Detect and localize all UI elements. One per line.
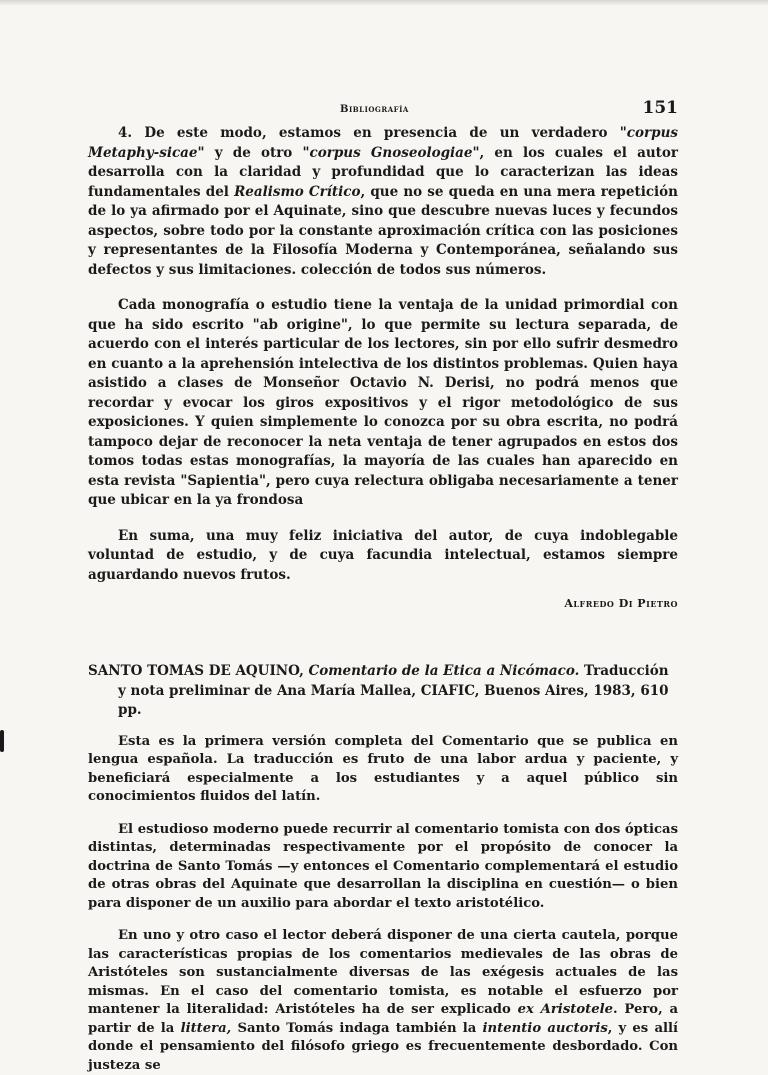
book-author: SANTO TOMAS DE AQUINO, xyxy=(88,663,304,679)
text-run: Santo Tomás indaga también la xyxy=(231,1020,483,1036)
text-run: , en los cuales el autor desarrolla con la claridad y profundidad que lo caracterizan las ideas fundamentales del xyxy=(88,144,679,200)
review2-paragraph-3 xyxy=(88,927,678,1075)
review-signature: Alfredo Di Pietro xyxy=(564,597,678,610)
page-lower xyxy=(88,662,678,1075)
page-number: 151 xyxy=(642,98,678,118)
review1-paragraph-2: Cada monografía o estudio tiene la ventaja de la unidad primordial con que ha sido escrito "ab origine", lo que permite su lectura separada, de acuerdo con el interés particular de los lectores, sin por ello sufrir desmedro en cuanto a la aprehensión intelectiva de los distintos problemas. Quien haya asistido a clases de Monseñor Octavio N. Derisi, no podrá menos que recordar y evocar los giros expositivos y el rigor metodológico de sus exposiciones. Y quien simplemente lo conozca por su obra escrita, no podrá tampoco dejar de reconocer la neta ventaja de tener agrupados en estos dos tomos todas estas monografías, la mayoría de las cuales han aparecido en esta revista "Sapientia", pero cuya relectura obligaba necesariamente a tener que ubicar en la ya frondosa xyxy=(88,297,678,508)
book-title-suffix: Traducción xyxy=(579,663,669,679)
review1-paragraph-3: En suma, una muy feliz iniciativa del autor, de cuya indoblegable voluntad de estudio, y de cuya facundia intelectual, estamos siempre aguardando nuevos frutos. xyxy=(88,527,678,583)
text-run: y de otro xyxy=(204,144,303,161)
italic-run: Realismo Crítico xyxy=(234,183,361,200)
text-run: , y es allí donde el pensamiento del filósofo griego es frecuentemente desbordado. Con justeza se xyxy=(88,1020,679,1073)
review2-paragraph-2: El estudioso moderno puede recurrir al comentario tomista con dos ópticas distintas, determinadas respectivamente por el propósito de conocer la doctrina de Santo Tomás —y entonces el Comentario complementará el estudio de otras obras del Aquinate que desarrollan la disciplina en cuestión— o bien para disponer de un auxilio para abordar el texto aristotélico. xyxy=(88,821,678,911)
text-run: En uno y otro caso el lector deberá disponer de una cierta cautela, porque las características propias de los comentarios medievales de las obras de Aristóteles son sustancialmente diversas de las exégesis actuales de las mismas. En el caso del comentario tomista, es notable el esfuerzo por mantener la literalidad: Aristóteles ha de ser explicado xyxy=(88,928,678,1017)
page-upper xyxy=(88,92,678,610)
italic-run: ex Aristotele xyxy=(517,1002,614,1017)
italic-run: "corpus Gnoseologiae" xyxy=(302,144,480,161)
italic-run: intentio auctoris xyxy=(482,1020,608,1036)
review1-paragraph-1 xyxy=(88,124,678,280)
running-head xyxy=(88,92,678,124)
page-top-edge xyxy=(0,0,768,6)
book-entry-heading xyxy=(88,662,678,721)
text-run: . Pero, a partir de la xyxy=(88,1002,679,1036)
review2-paragraph-1: Esta es la primera versión completa del Comentario que se publica en lengua española. La traducción es fruto de una labor ardua y paciente, y beneficiará especialmente a los estudiantes y a aquel público sin conocimientos fluidos del latín. xyxy=(88,733,678,804)
book-title: Comentario de la Etica a Nicómaco. xyxy=(308,663,580,679)
italic-run: "corpus Metaphy-sicae" xyxy=(88,125,678,161)
margin-mark xyxy=(0,730,4,752)
text-run: , que no se queda en una mera repetición de lo ya afirmado por el Aquinate, sino que descubre nuevas luces y fecundos aspectos, sobre todo por la constante aproximación crítica con las posiciones y representantes de la Filosofía Moderna y Contemporánea, señalando sus defectos y sus limitaciones. colección de todos sus números. xyxy=(88,183,678,278)
italic-run: littera, xyxy=(180,1020,232,1036)
text-run: 4. De este modo, estamos en presencia de un verdadero xyxy=(118,125,620,141)
section-label: Bibliografía xyxy=(340,104,409,115)
book-entry-details: y nota preliminar de Ana María Mallea, CIAFIC, Buenos Aires, 1983, 610 pp. xyxy=(118,682,669,718)
